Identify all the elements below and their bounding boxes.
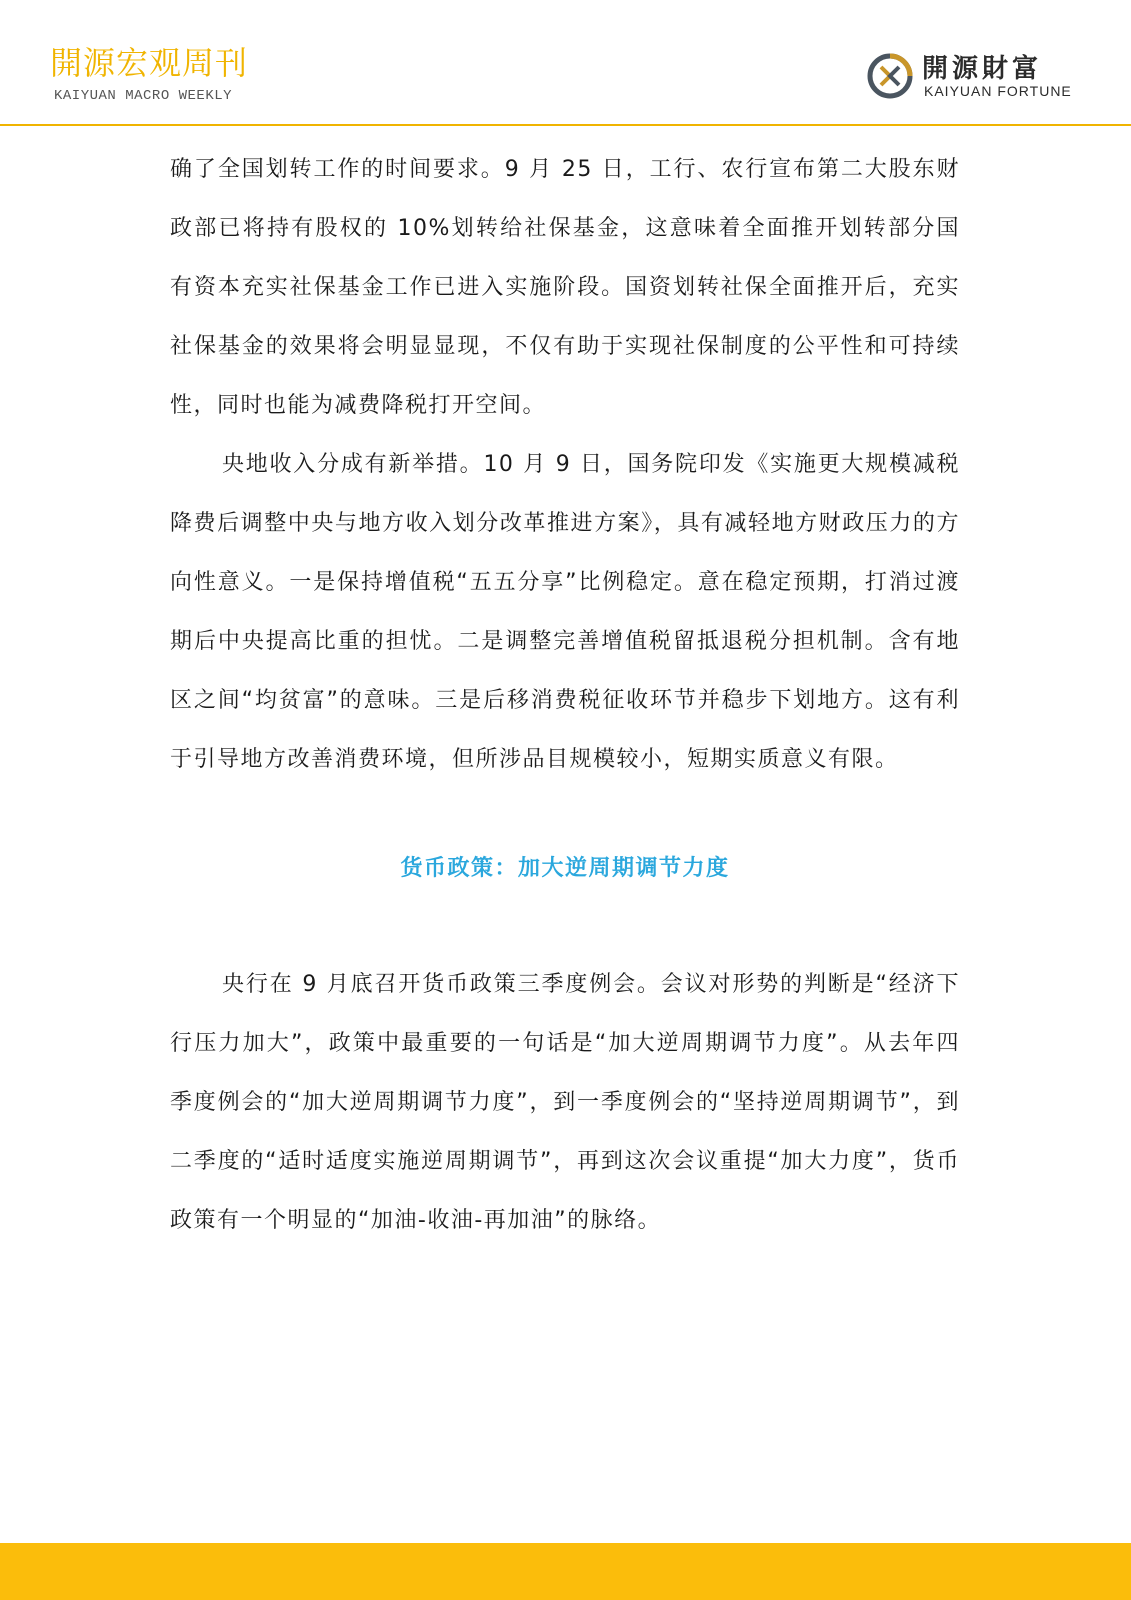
paragraph-revenue-sharing: 央地收入分成有新举措。10 月 9 日，国务院印发《实施更大规模减税降费后调整中央与地方收入划分改革推进方案》，具有减轻地方财政压力的方向性意义。一是保持增值税“五五分享”比例稳定。意在稳定预期，打消过渡期后中央提高比重的担忧。二是调整完善增值税留抵退税分担机制。含有地区之间“均贫富”的意味。三是后移消费税征收环节并稳步下划地方。这有利于引导地方改善消费环境，但所涉品目规模较小，短期实质意义有限。	[170, 452, 960, 772]
brand-block	[866, 48, 1096, 108]
paragraph-monetary-policy: 央行在 9 月底召开货币政策三季度例会。会议对形势的判断是“经济下行压力加大”，政策中最重要的一句话是“加大逆周期调节力度”。从去年四季度例会的“加大逆周期调节力度”，到一季度例会的“坚持逆周期调节”，到二季度的“适时适度实施逆周期调节”，再到这次会议重提“加大力度”，货币政策有一个明显的“加油-收油-再加油”的脉络。	[170, 972, 960, 1233]
page-header	[0, 0, 1131, 126]
header-divider	[0, 124, 1131, 126]
brand-english-name: KAIYUAN FORTUNE	[924, 83, 1072, 99]
brand-name: 開源財富	[922, 54, 1043, 84]
section-heading-monetary-policy: 货币政策：加大逆周期调节力度	[400, 856, 730, 881]
publication-subtitle: KAIYUAN MACRO WEEKLY	[54, 88, 233, 104]
kaiyuan-logo-icon	[866, 52, 914, 100]
paragraph-social-security-transfer: 确了全国划转工作的时间要求。9 月 25 日，工行、农行宣布第二大股东财政部已将持有股权的 10%划转给社保基金，这意味着全面推开划转部分国有资本充实社保基金工作已进入实施阶段。国资划转社保全面推开后，充实社保基金的效果将会明显显现，不仅有助于实现社保制度的公平性和可持续性，同时也能为减费降税打开空间。	[170, 157, 960, 418]
footer-bar	[0, 1543, 1131, 1600]
article-body	[170, 140, 960, 1250]
publication-title: 開源宏观周刊	[50, 44, 249, 82]
